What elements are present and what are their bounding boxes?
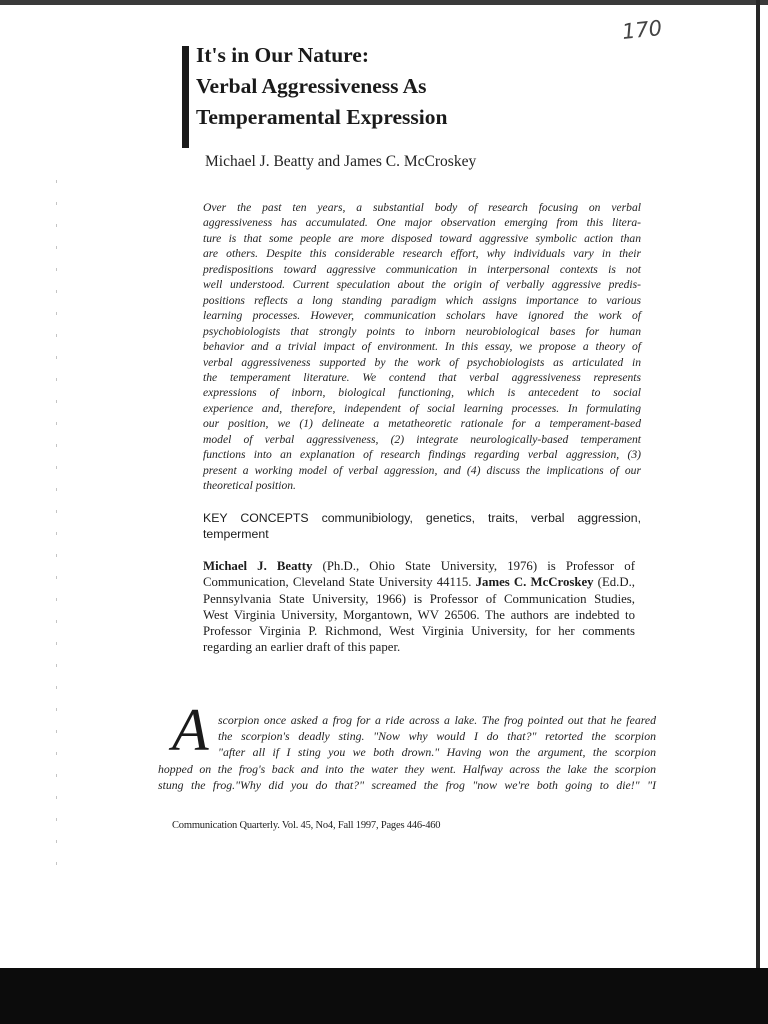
- story-line: scorpion once asked a frog for a ride across a lake. The frog pointed out that he feared: [218, 713, 656, 727]
- bio-author-1-details: (Ph.D., Ohio State University, 1976) is Professor of: [312, 559, 635, 573]
- abstract-line: behavior and a trivial impact of environment. In this essay, we propose a theory of: [203, 340, 641, 354]
- abstract-line: the temperament literature. We contend that verbal aggressiveness represents: [203, 370, 641, 384]
- bio-line-4: West Virginia University, Morgantown, WV 26506. The authors are indebted to: [203, 607, 635, 622]
- abstract-line: are others. Despite this considerable research effort, why individuals vary in their: [203, 247, 641, 261]
- abstract-line: present a working model of verbal aggression, and (4) discuss the implications of our: [203, 463, 641, 477]
- bio-author-2-degree: (Ed.D.,: [593, 575, 635, 590]
- bio-line-6: regarding an earlier draft of this paper.: [203, 640, 401, 655]
- abstract-line: well understood. Current speculation about the origin of verbally aggressive predis-: [203, 278, 641, 292]
- abstract-line: experience and, therefore, independent of social learning processes. In formulating: [203, 401, 641, 415]
- abstract-line: aggressiveness has accumulated. One major observation emerging from this litera-: [203, 216, 641, 230]
- scan-bottom-edge: [0, 968, 768, 1024]
- bio-author-1-name: Michael J. Beatty: [203, 559, 313, 573]
- abstract-line: Over the past ten years, a substantial body of research focusing on verbal: [203, 201, 641, 214]
- bio-author-1-affiliation: Communication, Cleveland State University 44115.: [203, 575, 476, 590]
- key-concepts-line-2: temperment: [203, 527, 269, 541]
- abstract-line: model of verbal aggressiveness, (2) integrate neurologically-based temperament: [203, 432, 641, 446]
- abstract-line: positions reflects a long standing paradigm which assigns importance to various: [203, 293, 641, 307]
- title-line-1: It's in Our Nature:: [196, 43, 370, 67]
- author-bio: [203, 558, 635, 656]
- key-concepts: [203, 510, 641, 542]
- abstract-line: expressions of inborn, biological functioning, which is antecedent to social: [203, 386, 641, 400]
- abstract-line: psychobiologists that strongly points to inborn neurobiological bases for human: [203, 324, 641, 338]
- title-line-3: Temperamental Expression: [196, 105, 448, 129]
- abstract-line: learning processes. However, communication scholars have ignored the work of: [203, 309, 641, 323]
- opening-story: [158, 712, 656, 793]
- title-accent-bar: [182, 46, 189, 148]
- abstract-line: verbal aggressiveness supported by the work of psychobiologists as articulated in: [203, 355, 641, 369]
- story-drop-cap: A: [172, 697, 209, 763]
- abstract-line: our position, we (1) delineate a metatheoretic rationale for a temperament-based: [203, 417, 641, 431]
- scan-top-border: [0, 0, 768, 5]
- article-title: [196, 40, 666, 133]
- bio-line-5: Professor Virginia P. Richmond, West Virginia University, for her comments: [203, 624, 635, 639]
- abstract-line: ture is that some people are more disposed toward aggressive symbolic action than: [203, 231, 641, 245]
- story-line: hopped on the frog's back and into the water they went. Halfway across the lake the scorpion: [158, 761, 656, 776]
- bio-line-2: [203, 574, 635, 590]
- abstract: [203, 200, 641, 494]
- handwritten-page-number: 170: [620, 15, 664, 45]
- title-line-2: Verbal Aggressiveness As: [196, 74, 427, 98]
- article-authors: Michael J. Beatty and James C. McCroskey: [205, 153, 477, 170]
- abstract-line: functions into an explanation of research findings regarding verbal aggression, (3): [203, 448, 641, 462]
- bio-author-2-name: James C. McCroskey: [475, 575, 594, 590]
- bio-line-1: [203, 558, 635, 574]
- bio-line-3: Pennsylvania State University, 1966) is Professor of Communication Studies,: [203, 591, 635, 606]
- scan-right-border: [756, 0, 760, 968]
- abstract-line: predispositions toward aggressive communication in interpersonal contexts is not: [203, 262, 641, 276]
- story-line: "after all if I sting you we both drown." Having won the argument, the scorpion: [218, 745, 656, 760]
- journal-citation: Communication Quarterly. Vol. 45, No4, Fall 1997, Pages 446-460: [172, 820, 441, 831]
- abstract-line: theoretical position.: [203, 479, 296, 493]
- story-line: stung the frog."Why did you do that?" screamed the frog "now we're both going to die!" "I: [158, 777, 656, 792]
- scan-left-margin-marks: [56, 180, 57, 880]
- key-concepts-line-1: KEY CONCEPTS communibiology, genetics, traits, verbal aggression,: [203, 511, 641, 525]
- story-line: the scorpion's deadly sting. "Now why would I do that?" retorted the scorpion: [218, 729, 656, 744]
